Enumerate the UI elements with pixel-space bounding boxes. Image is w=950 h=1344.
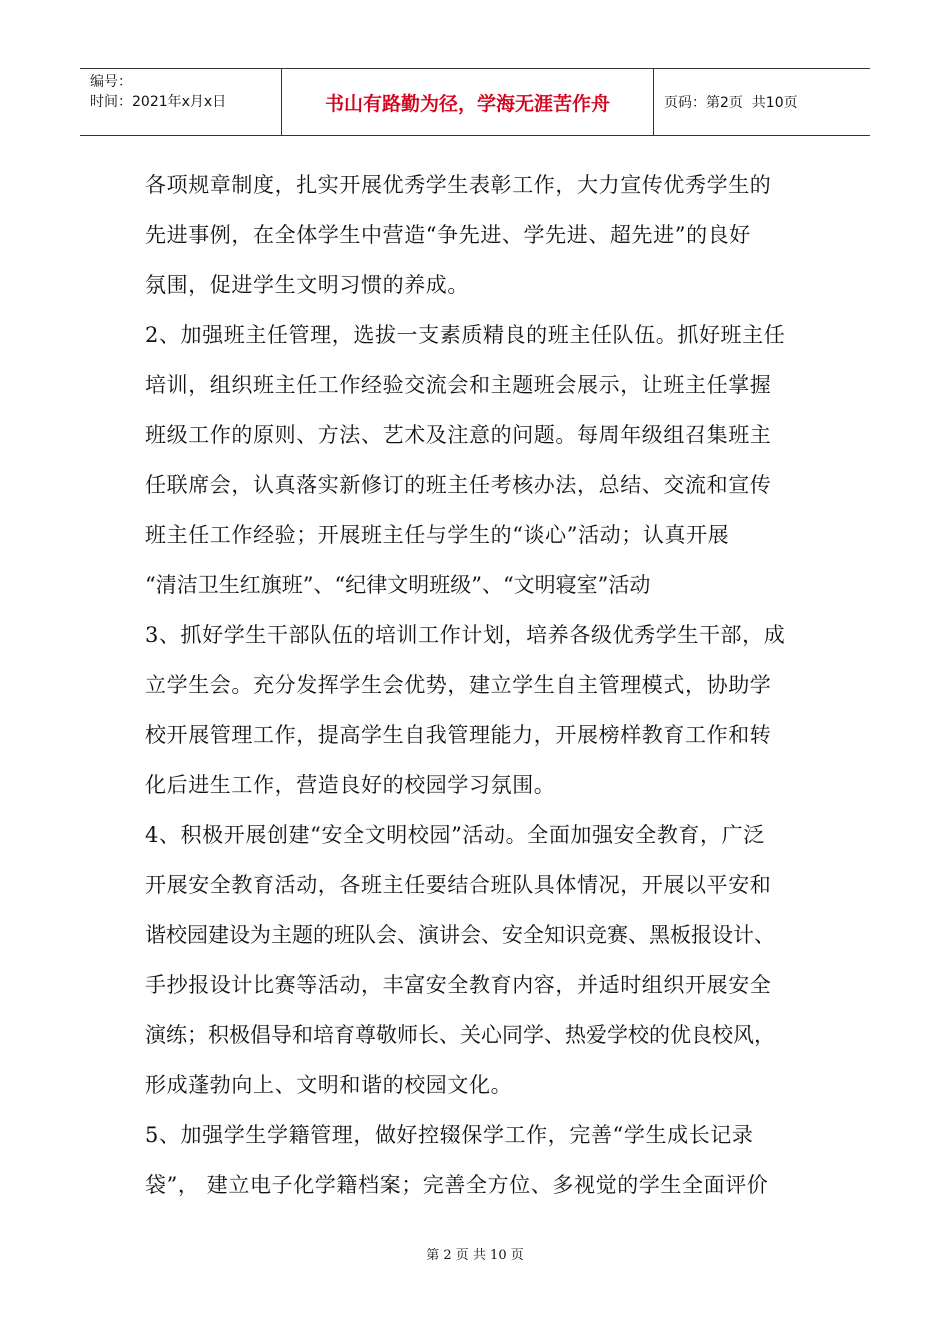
page-footer: 第 2 页 共 10 页 (426, 1248, 524, 1263)
header-page-info: 页码：第2页 共10页 (664, 95, 798, 111)
date-label: 时间：2021年x月x日 (90, 94, 227, 110)
body-line: 演练；积极倡导和培育尊敬师长、关心同学、热爱学校的优良校风， (145, 1023, 775, 1047)
body-line: 5、加强学生学籍管理，做好控辍保学工作，完善“学生成长记录 (145, 1123, 754, 1147)
body-line: 先进事例，在全体学生中营造“争先进、学先进、超先进”的良好 (145, 223, 751, 247)
body-line: 3、抓好学生干部队伍的培训工作计划，培养各级优秀学生干部，成 (145, 623, 786, 647)
body-line: 培训，组织班主任工作经验交流会和主题班会展示，让班主任掌握 (145, 373, 772, 397)
body-line: 袋”， 建立电子化学籍档案；完善全方位、多视觉的学生全面评价 (145, 1173, 769, 1197)
body-line: 形成蓬勃向上、文明和谐的校园文化。 (145, 1073, 513, 1097)
body-line: 化后进生工作，营造良好的校园学习氛围。 (145, 773, 556, 797)
header-motto: 书山有路勤为径，学海无涯苦作舟 (282, 69, 654, 135)
body-line: 氛围，促进学生文明习惯的养成。 (145, 273, 469, 297)
body-line: 班级工作的原则、方法、艺术及注意的问题。每周年级组召集班主 (145, 423, 772, 447)
number-label: 编号： (90, 74, 132, 90)
header-meta (80, 69, 282, 135)
page-header (80, 68, 870, 136)
body-line: 开展安全教育活动，各班主任要结合班队具体情况，开展以平安和 (145, 873, 772, 897)
body-line: 立学生会。充分发挥学生会优势，建立学生自主管理模式，协助学 (145, 673, 772, 697)
body-line: 4、积极开展创建“安全文明校园”活动。全面加强安全教育，广泛 (145, 823, 765, 847)
body-line: 校开展管理工作，提高学生自我管理能力，开展榜样教育工作和转 (145, 723, 772, 747)
body-line: 手抄报设计比赛等活动，丰富安全教育内容，并适时组织开展安全 (145, 973, 772, 997)
body-line: “清洁卫生红旗班”、“纪律文明班级”、“文明寝室”活动 (145, 573, 651, 597)
body-line: 各项规章制度，扎实开展优秀学生表彰工作，大力宣传优秀学生的 (145, 173, 772, 197)
body-line: 任联席会，认真落实新修订的班主任考核办法，总结、交流和宣传 (145, 473, 772, 497)
document-body (145, 160, 825, 1210)
body-line: 2、加强班主任管理，选拔一支素质精良的班主任队伍。抓好班主任 (145, 323, 786, 347)
body-line: 谐校园建设为主题的班队会、演讲会、安全知识竞赛、黑板报设计、 (145, 923, 775, 947)
body-line: 班主任工作经验；开展班主任与学生的“谈心”活动；认真开展 (145, 523, 730, 547)
